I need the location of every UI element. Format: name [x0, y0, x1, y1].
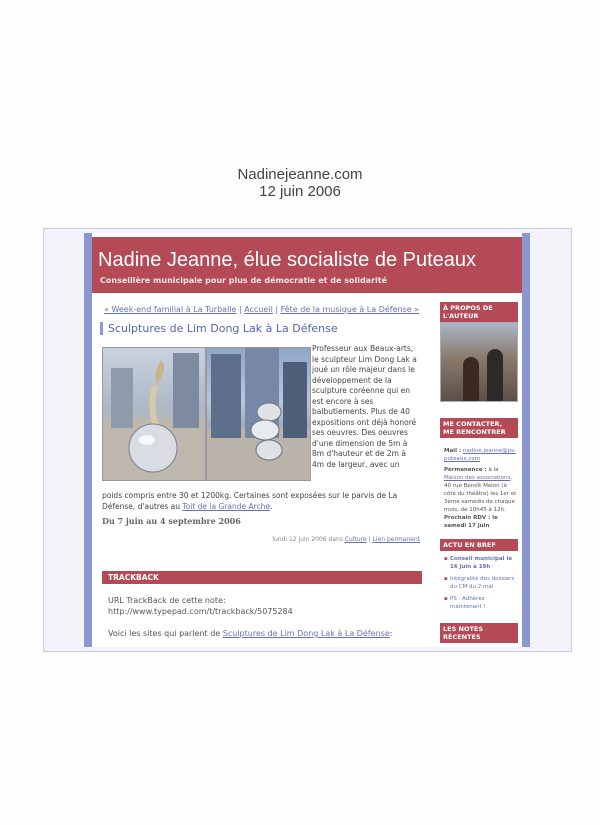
meta-separator: | [366, 536, 373, 543]
post-body-end: . [270, 501, 273, 511]
blog-tagline: Conseillère municipale pour plus de démocratie et de solidarité [100, 276, 388, 285]
trackback-url[interactable]: http://www.typepad.com/t/trackback/5075284 [108, 607, 293, 616]
permalink-link[interactable]: Lien permanent [372, 536, 420, 543]
news-item[interactable]: ▪ Intégralité des dossiers du CM du 2 mai [444, 575, 518, 591]
news-item[interactable]: ▪ Conseil municipal le 16 juin à 19h [444, 555, 518, 571]
news-list [444, 555, 518, 615]
nav-separator: | [236, 305, 245, 314]
maison-associations-link[interactable]: Maison des associations [444, 475, 511, 481]
blog-title[interactable]: Nadine Jeanne, élue socialiste de Puteaux [98, 249, 477, 271]
permanence-text-1: à la [488, 467, 499, 473]
scan-date: 12 juin 2006 [259, 183, 341, 200]
trackback-heading: TRACKBACK [108, 573, 159, 582]
trackback-post-link[interactable]: Sculptures de Lim Dong Lak à La Défense [222, 629, 390, 638]
post-body-column: Professeur aux Beaux-arts, le sculpteur Lim Dong Lak a joué un rôle majeur dans le développement de la sculpture coréenne qui en est encore à ses balbutiements. Plus de 40 expositions ont déjà honoré ses oeuvres. Des oeuvres d'une dimension de 5m à 8m d'hauteur et de 2m à 4m de largeur, avec un [312, 344, 417, 469]
contact-info [444, 447, 518, 530]
next-post-link[interactable]: Fête de la musique à La Défense » [280, 305, 420, 314]
category-link[interactable]: Culture [344, 536, 367, 543]
exhibition-dates: Du 7 juin au 4 septembre 2006 [102, 516, 241, 526]
blog-page [43, 228, 572, 652]
permanence-label: Permanence : [444, 467, 489, 473]
trackback-label: URL TrackBack de cette note: [108, 596, 226, 605]
next-meeting: Prochain RDV : le samedi 17 juin [444, 515, 498, 529]
grande-arche-link[interactable]: Toit de la Grande Arche [182, 501, 271, 511]
contact-mail [444, 447, 518, 463]
news-heading: ACTU EN BREF [440, 539, 518, 551]
contact-heading: ME CONTACTER, ME RENCONTRER [440, 418, 518, 438]
recent-posts-heading: LES NOTES RÉCENTES [440, 623, 518, 643]
blog-frame [84, 233, 530, 647]
author-photo [440, 322, 518, 402]
sculpture-photo-towers [206, 347, 311, 481]
post-body-wide [102, 491, 420, 512]
mail-label: Mail : [444, 448, 463, 454]
post-meta [232, 536, 420, 543]
person-right-icon [487, 349, 503, 401]
post-body-text: poids compris entre 30 et 1200kg. Certaines sont exposées sur le parvis de La Défense, d'autres au [102, 491, 398, 511]
contact-permanence [444, 466, 518, 530]
blog-banner [92, 237, 522, 293]
about-heading: À PROPOS DE L'AUTEUR [440, 302, 518, 322]
sculpture-photo-sphere [102, 347, 206, 481]
sphere-sculpture-icon [103, 348, 205, 480]
trackback-sites-suffix: : [389, 629, 393, 638]
scan-site-name: Nadinejeanne.com [237, 166, 363, 183]
trackback-section [108, 595, 428, 639]
trackback-heading-bar [102, 571, 422, 584]
trackback-sites [108, 628, 428, 639]
post-navigation [104, 305, 420, 314]
post-date-text: lundi 12 juin 2006 dans [272, 536, 345, 543]
post-title: Sculptures de Lim Dong Lak à La Défense [100, 322, 338, 335]
mail-link[interactable]: nadine.jeanne@ps-puteaux.com [444, 448, 516, 462]
scan-header [0, 166, 600, 200]
news-item[interactable]: ▪ PS : Adhérez maintenant ! [444, 595, 518, 611]
permanence-text-2: , 40 rue Benoît Malon (à côté du théâtre) les 1er et 3ème samedis de chaque mois, de 10h45 à 12h. [444, 475, 517, 513]
person-left-icon [463, 357, 479, 401]
trackback-sites-prefix: Voici les sites qui parlent de [108, 629, 223, 638]
prev-post-link[interactable]: « Week-end familial à La Turballe [104, 305, 237, 314]
home-link[interactable]: Accueil [244, 305, 273, 314]
nav-separator: | [272, 305, 281, 314]
tower-sculpture-icon [207, 348, 310, 480]
